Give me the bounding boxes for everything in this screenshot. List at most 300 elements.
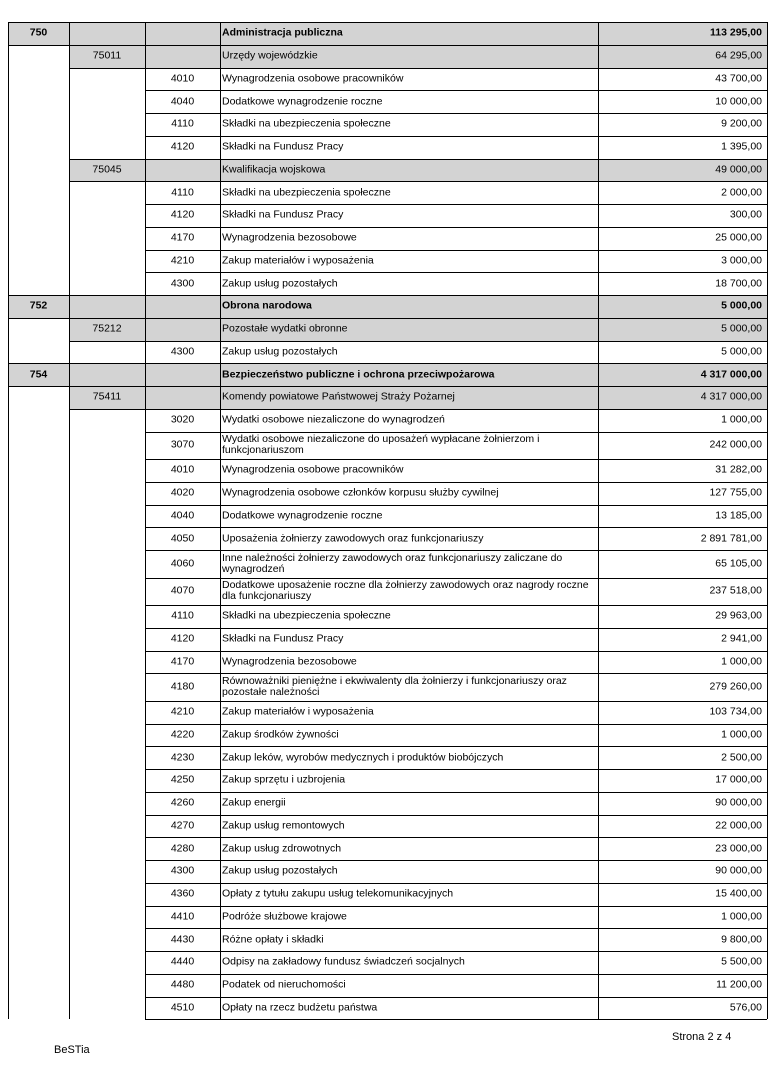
paragraph-code: 4120 bbox=[170, 208, 195, 221]
grid-line bbox=[8, 45, 767, 46]
item-name: Składki na Fundusz Pracy bbox=[222, 208, 344, 221]
paragraph-code-cell bbox=[145, 860, 220, 883]
paragraph-code: 4210 bbox=[170, 254, 195, 267]
grid-line bbox=[145, 837, 767, 838]
chapter-code-cell bbox=[69, 45, 145, 68]
paragraph-code: 4020 bbox=[170, 486, 195, 499]
item-name: Zakup usług pozostałych bbox=[222, 864, 338, 877]
paragraph-code-cell bbox=[145, 928, 220, 951]
item-amount: 5 000,00 bbox=[721, 345, 762, 358]
grid-line bbox=[69, 68, 767, 69]
item-name-cell bbox=[220, 227, 598, 250]
chapter-code-cell bbox=[69, 341, 145, 364]
item-amount: 49 000,00 bbox=[715, 163, 762, 176]
item-name-cell bbox=[220, 815, 598, 838]
item-amount: 3 000,00 bbox=[721, 254, 762, 267]
table-row bbox=[8, 724, 767, 747]
paragraph-code-cell bbox=[145, 341, 220, 364]
item-name: Wynagrodzenia bezosobowe bbox=[222, 655, 357, 668]
item-amount: 576,00 bbox=[729, 1001, 762, 1014]
table-row bbox=[8, 951, 767, 974]
item-name: Bezpieczeństwo publiczne i ochrona przeciwpożarowa bbox=[222, 368, 495, 381]
item-amount-cell bbox=[598, 578, 767, 606]
paragraph-code-cell bbox=[145, 68, 220, 91]
grid-line bbox=[8, 22, 767, 23]
chapter-code-cell bbox=[69, 746, 145, 769]
item-amount-cell bbox=[598, 724, 767, 747]
table-row bbox=[8, 578, 767, 606]
item-amount: 1 395,00 bbox=[721, 140, 762, 153]
grid-line bbox=[598, 22, 599, 1019]
paragraph-code: 4110 bbox=[171, 186, 194, 199]
paragraph-code: 4040 bbox=[170, 95, 195, 108]
item-amount: 11 200,00 bbox=[716, 978, 762, 991]
item-name-cell bbox=[220, 363, 598, 386]
paragraph-code-cell bbox=[145, 363, 220, 386]
paragraph-code: 4410 bbox=[170, 910, 195, 923]
grid-line bbox=[145, 22, 146, 1019]
item-name-cell bbox=[220, 459, 598, 482]
item-name: Obrona narodowa bbox=[222, 299, 312, 312]
item-amount: 13 185,00 bbox=[715, 509, 762, 522]
paragraph-code-cell bbox=[145, 815, 220, 838]
section-code-cell bbox=[8, 883, 69, 906]
item-name: Równoważniki pieniężne i ekwiwalenty dla żołnierzy i funkcjonariuszy oraz pozostałe należności bbox=[222, 675, 567, 698]
paragraph-code: 4010 bbox=[170, 463, 195, 476]
paragraph-code: 3020 bbox=[170, 413, 195, 426]
chapter-code-cell bbox=[69, 505, 145, 528]
paragraph-code: 4010 bbox=[170, 72, 195, 85]
section-code-cell bbox=[8, 90, 69, 113]
grid-line bbox=[145, 724, 767, 725]
paragraph-code: 4510 bbox=[170, 1001, 195, 1014]
grid-line bbox=[145, 928, 767, 929]
item-amount: 2 891 781,00 bbox=[700, 532, 762, 545]
paragraph-code-cell bbox=[145, 295, 220, 318]
item-amount-cell bbox=[598, 605, 767, 628]
section-code-cell bbox=[8, 250, 69, 273]
table-row bbox=[8, 628, 767, 651]
table-row bbox=[8, 272, 767, 295]
grid-line bbox=[145, 628, 767, 629]
section-code-cell bbox=[8, 159, 69, 182]
section-code-cell bbox=[8, 997, 69, 1020]
item-name: Zakup sprzętu i uzbrojenia bbox=[222, 773, 346, 786]
table-row bbox=[8, 527, 767, 550]
item-amount-cell bbox=[598, 527, 767, 550]
section-code-cell bbox=[8, 295, 69, 318]
item-name: Zakup energii bbox=[222, 796, 286, 809]
footer-brand: BeSTia bbox=[54, 1044, 90, 1056]
grid-line bbox=[145, 550, 767, 551]
section-code-cell bbox=[8, 746, 69, 769]
section-row bbox=[8, 295, 767, 318]
chapter-code: 75011 bbox=[92, 49, 122, 62]
paragraph-code: 4070 bbox=[170, 584, 195, 597]
paragraph-code: 4480 bbox=[170, 978, 195, 991]
table-row bbox=[8, 90, 767, 113]
chapter-code-cell bbox=[69, 701, 145, 724]
paragraph-code: 4180 bbox=[170, 680, 195, 693]
item-amount: 5 000,00 bbox=[721, 322, 762, 335]
paragraph-code: 4300 bbox=[170, 277, 195, 290]
section-code: 752 bbox=[29, 299, 48, 312]
paragraph-code: 4300 bbox=[170, 864, 195, 877]
grid-line bbox=[69, 22, 70, 1019]
paragraph-code-cell bbox=[145, 578, 220, 606]
chapter-code-cell bbox=[69, 928, 145, 951]
paragraph-code-cell bbox=[145, 90, 220, 113]
section-code-cell bbox=[8, 724, 69, 747]
paragraph-code-cell bbox=[145, 318, 220, 341]
paragraph-code-cell bbox=[145, 883, 220, 906]
table-row bbox=[8, 505, 767, 528]
item-amount: 29 963,00 bbox=[715, 609, 762, 622]
grid-line bbox=[145, 815, 767, 816]
item-name-cell bbox=[220, 90, 598, 113]
section-code-cell bbox=[8, 505, 69, 528]
item-amount-cell bbox=[598, 409, 767, 432]
paragraph-code-cell bbox=[145, 906, 220, 929]
item-name: Uposażenia żołnierzy zawodowych oraz funkcjonariuszy bbox=[222, 532, 484, 545]
item-amount: 22 000,00 bbox=[715, 819, 762, 832]
table-row bbox=[8, 136, 767, 159]
item-amount: 31 282,00 bbox=[715, 463, 762, 476]
chapter-code-cell bbox=[69, 769, 145, 792]
section-code-cell bbox=[8, 701, 69, 724]
grid-line bbox=[145, 482, 767, 483]
chapter-code-cell bbox=[69, 227, 145, 250]
grid-line bbox=[767, 22, 768, 1019]
item-amount: 18 700,00 bbox=[715, 277, 762, 290]
item-amount-cell bbox=[598, 386, 767, 409]
section-code-cell bbox=[8, 459, 69, 482]
item-name: Wynagrodzenia osobowe pracowników bbox=[222, 72, 404, 85]
chapter-code-cell bbox=[69, 883, 145, 906]
item-name-cell bbox=[220, 68, 598, 91]
table-row bbox=[8, 341, 767, 364]
item-amount-cell bbox=[598, 883, 767, 906]
item-name: Zakup usług zdrowotnych bbox=[222, 842, 342, 855]
paragraph-code: 4110 bbox=[171, 117, 194, 130]
item-name-cell bbox=[220, 409, 598, 432]
chapter-code-cell bbox=[69, 386, 145, 409]
item-name-cell bbox=[220, 550, 598, 578]
grid-line bbox=[145, 272, 767, 273]
item-name-cell bbox=[220, 272, 598, 295]
item-amount-cell bbox=[598, 45, 767, 68]
item-amount-cell bbox=[598, 906, 767, 929]
item-name: Zakup środków żywności bbox=[222, 728, 339, 741]
section-code-cell bbox=[8, 68, 69, 91]
item-amount-cell bbox=[598, 482, 767, 505]
page-number: Strona 2 z 4 bbox=[672, 1031, 732, 1043]
grid-line bbox=[145, 974, 767, 975]
item-name: Wynagrodzenia osobowe pracowników bbox=[222, 463, 404, 476]
grid-line bbox=[145, 769, 767, 770]
grid-line bbox=[145, 951, 767, 952]
paragraph-code: 4110 bbox=[171, 609, 194, 622]
chapter-row bbox=[8, 386, 767, 409]
paragraph-code: 4440 bbox=[170, 955, 195, 968]
paragraph-code-cell bbox=[145, 136, 220, 159]
chapter-code-cell bbox=[69, 459, 145, 482]
item-name-cell bbox=[220, 792, 598, 815]
grid-line bbox=[145, 527, 767, 528]
paragraph-code-cell bbox=[145, 550, 220, 578]
chapter-code-cell bbox=[69, 951, 145, 974]
paragraph-code: 4220 bbox=[170, 728, 195, 741]
item-name-cell bbox=[220, 45, 598, 68]
item-amount: 43 700,00 bbox=[715, 72, 762, 85]
paragraph-code-cell bbox=[145, 505, 220, 528]
chapter-code-cell bbox=[69, 90, 145, 113]
item-name: Składki na Fundusz Pracy bbox=[222, 140, 344, 153]
item-name: Administracja publiczna bbox=[222, 26, 343, 39]
item-amount: 279 260,00 bbox=[709, 680, 762, 693]
item-amount: 9 200,00 bbox=[721, 117, 762, 130]
chapter-code-cell bbox=[69, 837, 145, 860]
paragraph-code: 4120 bbox=[170, 140, 195, 153]
item-amount-cell bbox=[598, 550, 767, 578]
table-row bbox=[8, 997, 767, 1020]
item-name-cell bbox=[220, 701, 598, 724]
table-row bbox=[8, 860, 767, 883]
paragraph-code: 4270 bbox=[170, 819, 195, 832]
item-name-cell bbox=[220, 113, 598, 136]
item-amount-cell bbox=[598, 113, 767, 136]
paragraph-code-cell bbox=[145, 159, 220, 182]
chapter-code-cell bbox=[69, 159, 145, 182]
paragraph-code-cell bbox=[145, 701, 220, 724]
table-row bbox=[8, 113, 767, 136]
section-code-cell bbox=[8, 550, 69, 578]
paragraph-code-cell bbox=[145, 746, 220, 769]
section-code-cell bbox=[8, 181, 69, 204]
grid-line bbox=[145, 997, 767, 998]
table-row bbox=[8, 974, 767, 997]
item-name: Zakup usług remontowych bbox=[222, 819, 345, 832]
paragraph-code: 4430 bbox=[170, 933, 195, 946]
item-name-cell bbox=[220, 505, 598, 528]
section-code-cell bbox=[8, 527, 69, 550]
item-amount-cell bbox=[598, 860, 767, 883]
grid-line bbox=[145, 250, 767, 251]
grid-line bbox=[145, 746, 767, 747]
item-name: Wynagrodzenia bezosobowe bbox=[222, 231, 357, 244]
item-amount-cell bbox=[598, 815, 767, 838]
item-amount: 300,00 bbox=[729, 208, 762, 221]
chapter-code: 75045 bbox=[92, 163, 122, 176]
paragraph-code-cell bbox=[145, 527, 220, 550]
item-name: Pozostałe wydatki obronne bbox=[222, 322, 348, 335]
section-code-cell bbox=[8, 605, 69, 628]
chapter-code-cell bbox=[69, 250, 145, 273]
item-amount-cell bbox=[598, 68, 767, 91]
item-name: Opłaty z tytułu zakupu usług telekomunikacyjnych bbox=[222, 887, 454, 900]
item-amount: 90 000,00 bbox=[715, 796, 762, 809]
grid-line bbox=[145, 113, 767, 114]
item-name-cell bbox=[220, 22, 598, 45]
item-name-cell bbox=[220, 746, 598, 769]
table-row bbox=[8, 605, 767, 628]
paragraph-code: 4230 bbox=[170, 751, 195, 764]
table-row bbox=[8, 883, 767, 906]
item-amount-cell bbox=[598, 651, 767, 674]
grid-line bbox=[69, 181, 767, 182]
item-name: Dodatkowe wynagrodzenie roczne bbox=[222, 95, 383, 108]
table-row bbox=[8, 701, 767, 724]
chapter-code-cell bbox=[69, 997, 145, 1020]
paragraph-code-cell bbox=[145, 181, 220, 204]
section-code-cell bbox=[8, 792, 69, 815]
grid-line bbox=[8, 386, 767, 387]
paragraph-code: 4050 bbox=[170, 532, 195, 545]
section-code: 754 bbox=[29, 368, 48, 381]
item-name: Składki na ubezpieczenia społeczne bbox=[222, 609, 391, 622]
table-row bbox=[8, 409, 767, 432]
grid-line bbox=[8, 295, 767, 296]
item-amount: 1 000,00 bbox=[721, 728, 762, 741]
paragraph-code: 4170 bbox=[170, 655, 195, 668]
section-code-cell bbox=[8, 45, 69, 68]
paragraph-code-cell bbox=[145, 22, 220, 45]
item-amount: 127 755,00 bbox=[709, 486, 762, 499]
item-name-cell bbox=[220, 341, 598, 364]
grid-line bbox=[69, 409, 767, 410]
grid-line bbox=[145, 578, 767, 579]
item-name-cell bbox=[220, 181, 598, 204]
paragraph-code: 4300 bbox=[170, 345, 195, 358]
item-name: Dodatkowe wynagrodzenie roczne bbox=[222, 509, 383, 522]
chapter-code-cell bbox=[69, 724, 145, 747]
item-name-cell bbox=[220, 883, 598, 906]
grid-line bbox=[145, 883, 767, 884]
section-code-cell bbox=[8, 363, 69, 386]
grid-line bbox=[145, 651, 767, 652]
item-amount-cell bbox=[598, 628, 767, 651]
table-row bbox=[8, 746, 767, 769]
item-amount-cell bbox=[598, 204, 767, 227]
item-amount-cell bbox=[598, 22, 767, 45]
chapter-code-cell bbox=[69, 318, 145, 341]
chapter-row bbox=[8, 45, 767, 68]
item-amount-cell bbox=[598, 341, 767, 364]
paragraph-code-cell bbox=[145, 724, 220, 747]
item-amount: 65 105,00 bbox=[715, 557, 762, 570]
table-row bbox=[8, 651, 767, 674]
item-name: Wydatki osobowe niezaliczone do wynagrodzeń bbox=[222, 413, 445, 426]
item-amount: 237 518,00 bbox=[709, 584, 762, 597]
item-name: Zakup materiałów i wyposażenia bbox=[222, 254, 374, 267]
chapter-code-cell bbox=[69, 578, 145, 606]
item-name-cell bbox=[220, 527, 598, 550]
item-amount: 90 000,00 bbox=[715, 864, 762, 877]
chapter-code-cell bbox=[69, 906, 145, 929]
item-name: Podróże służbowe krajowe bbox=[222, 910, 347, 923]
section-code-cell bbox=[8, 136, 69, 159]
item-amount: 5 500,00 bbox=[721, 955, 762, 968]
paragraph-code: 4280 bbox=[170, 842, 195, 855]
item-name-cell bbox=[220, 578, 598, 606]
paragraph-code-cell bbox=[145, 386, 220, 409]
item-name: Zakup usług pozostałych bbox=[222, 277, 338, 290]
grid-line bbox=[8, 318, 767, 319]
chapter-code-cell bbox=[69, 605, 145, 628]
section-code-cell bbox=[8, 815, 69, 838]
chapter-code-cell bbox=[69, 295, 145, 318]
paragraph-code-cell bbox=[145, 272, 220, 295]
section-code-cell bbox=[8, 318, 69, 341]
item-amount-cell bbox=[598, 181, 767, 204]
item-amount-cell bbox=[598, 974, 767, 997]
item-name: Składki na Fundusz Pracy bbox=[222, 632, 344, 645]
chapter-code-cell bbox=[69, 136, 145, 159]
paragraph-code-cell bbox=[145, 45, 220, 68]
chapter-code-cell bbox=[69, 409, 145, 432]
item-name: Podatek od nieruchomości bbox=[222, 978, 346, 991]
item-name-cell bbox=[220, 860, 598, 883]
table-row bbox=[8, 769, 767, 792]
section-code-cell bbox=[8, 951, 69, 974]
item-name-cell bbox=[220, 951, 598, 974]
grid-line bbox=[145, 505, 767, 506]
item-name-cell bbox=[220, 974, 598, 997]
item-amount: 103 734,00 bbox=[709, 705, 762, 718]
chapter-code-cell bbox=[69, 673, 145, 701]
table-row bbox=[8, 181, 767, 204]
item-amount-cell bbox=[598, 746, 767, 769]
paragraph-code: 4120 bbox=[170, 632, 195, 645]
paragraph-code-cell bbox=[145, 204, 220, 227]
grid-line bbox=[8, 22, 9, 1019]
item-amount-cell bbox=[598, 318, 767, 341]
grid-line bbox=[145, 432, 767, 433]
chapter-code-cell bbox=[69, 113, 145, 136]
paragraph-code-cell bbox=[145, 113, 220, 136]
paragraph-code-cell bbox=[145, 837, 220, 860]
paragraph-code-cell bbox=[145, 628, 220, 651]
item-amount: 2 500,00 bbox=[721, 751, 762, 764]
grid-line bbox=[145, 605, 767, 606]
item-name-cell bbox=[220, 295, 598, 318]
table-row bbox=[8, 550, 767, 578]
item-amount-cell bbox=[598, 928, 767, 951]
chapter-code-cell bbox=[69, 815, 145, 838]
item-name: Dodatkowe uposażenie roczne dla żołnierzy zawodowych oraz nagrody roczne dla funkcjonariuszy bbox=[222, 579, 589, 603]
table-row bbox=[8, 459, 767, 482]
item-name: Różne opłaty i składki bbox=[222, 933, 324, 946]
item-amount-cell bbox=[598, 136, 767, 159]
grid-line bbox=[69, 159, 767, 160]
item-name: Zakup leków, wyrobów medycznych i produktów biobójczych bbox=[222, 751, 504, 764]
table-row bbox=[8, 482, 767, 505]
chapter-code-cell bbox=[69, 792, 145, 815]
item-amount-cell bbox=[598, 363, 767, 386]
paragraph-code: 4210 bbox=[170, 705, 195, 718]
item-amount: 2 941,00 bbox=[721, 632, 762, 645]
grid-line bbox=[8, 363, 767, 364]
item-amount-cell bbox=[598, 227, 767, 250]
item-name-cell bbox=[220, 432, 598, 460]
paragraph-code-cell bbox=[145, 250, 220, 273]
paragraph-code: 3070 bbox=[170, 438, 195, 451]
item-amount: 242 000,00 bbox=[709, 438, 762, 451]
item-name: Wynagrodzenia osobowe członków korpusu służby cywilnej bbox=[222, 486, 499, 499]
table-row bbox=[8, 204, 767, 227]
chapter-code-cell bbox=[69, 651, 145, 674]
item-name-cell bbox=[220, 318, 598, 341]
